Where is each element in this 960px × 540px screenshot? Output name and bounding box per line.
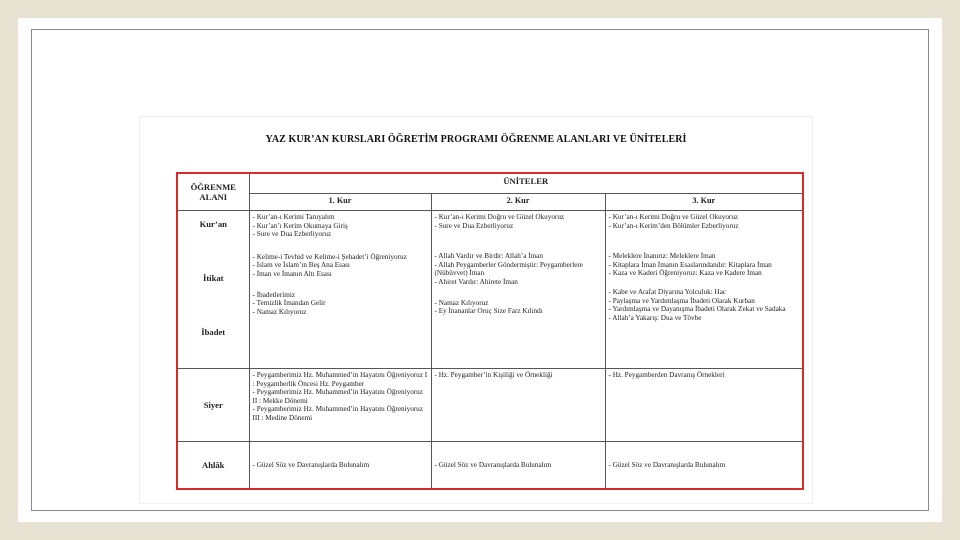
unit-item: - Sure ve Dua Ezberliyoruz [435, 222, 602, 231]
unit-item: - Meleklere İnanırız: Meleklere İman [609, 252, 800, 261]
unit-group [435, 213, 602, 230]
unit-item: - Kabe ve Arafat Diyarına Yolculuk: Hac [609, 288, 800, 297]
unit-group [253, 253, 428, 279]
unit-item: - Kur’an-ı Kerimi Tanıyalım [253, 213, 428, 222]
unit-item: - Peygamberimiz Hz. Muhammed’in Hayatını Öğreniyoruz III : Medine Dönemi [253, 405, 428, 422]
unit-item: - İman ve İmanın Altı Esası [253, 270, 428, 279]
units-kur1-siyer [249, 368, 431, 441]
unit-item: - Yardımlaşma ve Dayanışma İbadeti Olarak Zekat ve Sadaka [609, 305, 800, 314]
area-header: ÖĞRENME ALANI [177, 173, 249, 210]
unit-group [609, 252, 800, 278]
units-header: ÜNİTELER [249, 173, 803, 194]
unit-item: - Allah Vardır ve Birdir: Allah’a İman [435, 252, 602, 261]
unit-group [435, 252, 602, 287]
unit-item: - Hz. Peygamber’in Kişiliği ve Örnekliği [435, 371, 602, 380]
unit-group [253, 213, 428, 239]
unit-item: - Güzel Söz ve Davranışlarda Bulunalım [253, 461, 428, 470]
units-kur2-siyer [431, 368, 605, 441]
unit-item: - İslam ve İslam’ın Beş Ana Esası [253, 261, 428, 270]
unit-item: - Ahiret Vardır: Ahirete İman [435, 278, 602, 287]
unit-item: - Kur’an-ı Kerimi Doğru ve Güzel Okuyoruz [435, 213, 602, 222]
area-itikat: İtikat [202, 272, 224, 283]
unit-item: - Hz. Peygamberden Davranış Örnekleri [609, 371, 800, 380]
level-header-1: 1. Kur [249, 194, 431, 211]
unit-item: - Temizlik İmandan Gelir [253, 299, 428, 308]
area-cell-block1 [177, 210, 249, 368]
unit-item: - Kitaplara İman İmanın Esaslarındandır: Kitaplara İman [609, 261, 800, 270]
units-kur3-siyer [605, 368, 803, 441]
units-kur1-block1 [249, 210, 431, 368]
units-kur2-block1 [431, 210, 605, 368]
unit-item: - Paylaşma ve Yardımlaşma İbadeti Olarak Kurban [609, 297, 800, 306]
unit-item: - Namaz Kılıyoruz [253, 308, 428, 317]
unit-item: - Kelime-i Tevhid ve Kelime-i Şehadet’i Öğreniyoruz [253, 253, 428, 262]
document-title: YAZ KUR’AN KURSLARI ÖĞRETİM PROGRAMI ÖĞRENME ALANLARI VE ÜNİTELERİ [265, 134, 687, 145]
unit-item: - Kur’an’ı Kerim Okumaya Giriş [253, 222, 428, 231]
area-kuran: Kur’an [199, 218, 227, 229]
level-header-3: 3. Kur [605, 194, 803, 211]
area-siyer: Siyer [177, 368, 249, 441]
unit-item: - Namaz Kılıyoruz [435, 299, 602, 308]
unit-item: - Peygamberimiz Hz. Muhammed’in Hayatını Öğreniyoruz I : Peygamberlik Öncesi Hz. Peygamber [253, 371, 428, 388]
unit-item: - Sure ve Dua Ezberliyoruz [253, 230, 428, 239]
unit-group [253, 291, 428, 317]
unit-group [609, 213, 800, 230]
unit-item: - Allah’a Yakarış: Dua ve Tövbe [609, 314, 800, 323]
unit-item: - Peygamberimiz Hz. Muhammed’in Hayatını Öğreniyoruz II : Mekke Dönemi [253, 388, 428, 405]
units-kur2-ahlak [431, 441, 605, 489]
unit-item: - Kur’an-ı Kerim’den Bölümler Ezberliyoruz [609, 222, 800, 231]
unit-item: - İbadetlerimiz [253, 291, 428, 300]
unit-item: - Kaza ve Kaderi Öğreniyoruz: Kaza ve Kadere İman [609, 269, 800, 278]
unit-group [435, 299, 602, 316]
unit-item: - Güzel Söz ve Davranışlarda Bulunalım [435, 461, 602, 470]
units-kur3-block1 [605, 210, 803, 368]
unit-item: - Kur’an-ı Kerimi Doğru ve Güzel Okuyoruz [609, 213, 800, 222]
curriculum-table [176, 172, 804, 490]
units-kur3-ahlak [605, 441, 803, 489]
unit-item: - Güzel Söz ve Davranışlarda Bulunalım [609, 461, 800, 470]
units-kur1-ahlak [249, 441, 431, 489]
unit-item: - Ey İnananlar Oruç Size Farz Kılındı [435, 307, 602, 316]
document-image [140, 117, 812, 503]
level-header-2: 2. Kur [431, 194, 605, 211]
area-ibadet: İbadet [201, 326, 226, 337]
unit-item: - Allah Peygamberler Göndermiştir: Peygamberlere (Nübüvvet) İman [435, 261, 602, 278]
unit-group [609, 288, 800, 323]
area-ahlak: Ahlâk [177, 441, 249, 489]
